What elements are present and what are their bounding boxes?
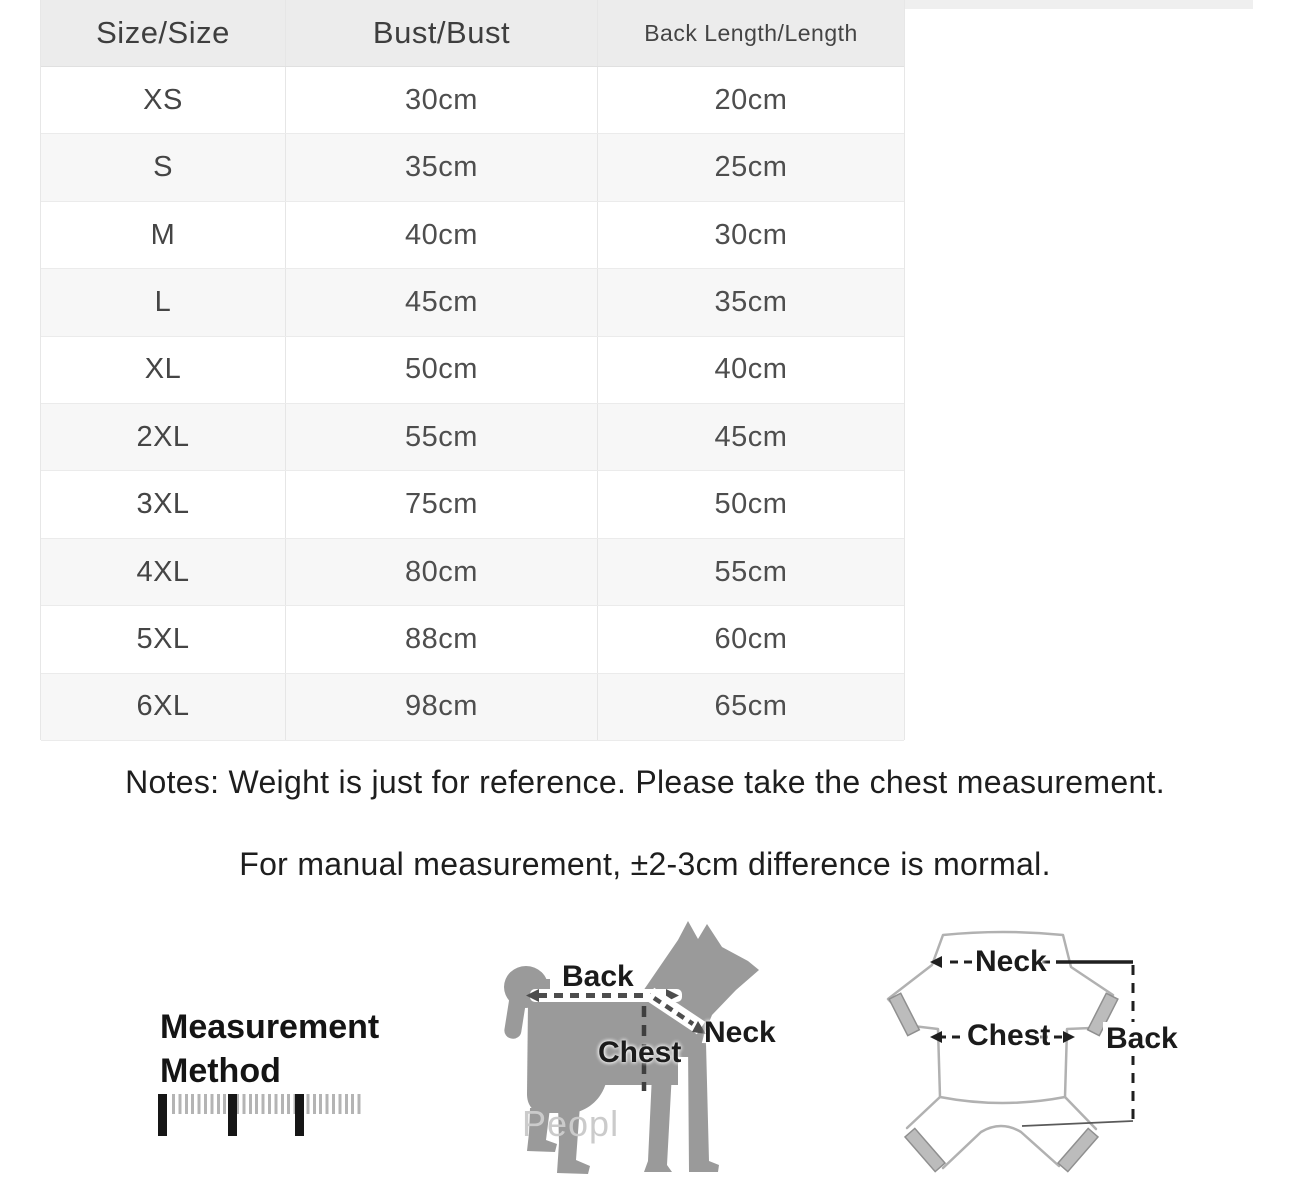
bust-cell: 40cm [286, 202, 598, 268]
bust-cell: 80cm [286, 539, 598, 605]
back_length-cell: 25cm [714, 151, 788, 184]
garment-back-label: Back [1103, 1022, 1181, 1056]
dog-neck-label: Neck [704, 1016, 776, 1049]
bust-cell: 45cm [286, 269, 598, 335]
bust-cell: 88cm [286, 606, 598, 672]
size-cell: 3XL [41, 471, 286, 537]
size-table-body [41, 67, 904, 741]
bust-cell: 50cm [286, 337, 598, 403]
size-cell: S [41, 134, 286, 200]
ruler-big-tick [158, 1094, 167, 1136]
table-row [41, 471, 904, 538]
size-table [40, 0, 905, 740]
table-row [41, 404, 904, 471]
ruler-small-ticks [172, 1094, 364, 1114]
notes-line-1: Notes: Weight is just for reference. Please take the chest measurement. [125, 764, 1165, 800]
dog-chest-label: Chest [598, 1036, 682, 1069]
back_length-cell: 35cm [714, 285, 788, 318]
size-cell: 4XL [41, 539, 286, 605]
back_length-cell: 40cm [714, 353, 788, 386]
table-row [41, 202, 904, 269]
top-strip [905, 0, 1253, 9]
table-row [41, 134, 904, 201]
size-table-header [41, 0, 904, 67]
table-row [41, 67, 904, 134]
size-cell: L [41, 269, 286, 335]
table-row [41, 337, 904, 404]
header-back-length: Back Length/Length [644, 19, 858, 46]
table-row [41, 606, 904, 673]
back_length-cell: 55cm [714, 555, 788, 588]
size-cell: 5XL [41, 606, 286, 672]
size-cell: M [41, 202, 286, 268]
ruler-icon [158, 1094, 370, 1138]
table-row [41, 539, 904, 606]
header-bust: Bust/Bust [286, 0, 598, 66]
table-row [41, 674, 904, 741]
watermark-text: Peopl [522, 1103, 620, 1144]
size-cell: XL [41, 337, 286, 403]
bust-cell: 55cm [286, 404, 598, 470]
back_length-cell: 30cm [714, 218, 788, 251]
bust-cell: 35cm [286, 134, 598, 200]
size-cell: 2XL [41, 404, 286, 470]
back_length-cell: 65cm [714, 690, 788, 723]
header-size: Size/Size [41, 0, 286, 66]
back_length-cell: 50cm [714, 488, 788, 521]
size-cell: 6XL [41, 674, 286, 740]
size-cell: XS [41, 67, 286, 133]
notes-line-2: For manual measurement, ±2-3cm difference is mormal. [239, 846, 1051, 882]
ruler-big-tick [228, 1094, 237, 1136]
back_length-cell: 60cm [714, 622, 788, 655]
back_length-cell: 20cm [714, 83, 788, 116]
garment-neck-label: Neck [975, 945, 1047, 978]
measurement-method-title: Measurement Method [160, 1008, 380, 1090]
garment-chest-label: Chest [967, 1019, 1051, 1052]
bust-cell: 75cm [286, 471, 598, 537]
bust-cell: 30cm [286, 67, 598, 133]
table-row [41, 269, 904, 336]
back_length-cell: 45cm [714, 420, 788, 453]
bust-cell: 98cm [286, 674, 598, 740]
ruler-big-tick [295, 1094, 304, 1136]
dog-back-label: Back [562, 960, 634, 993]
